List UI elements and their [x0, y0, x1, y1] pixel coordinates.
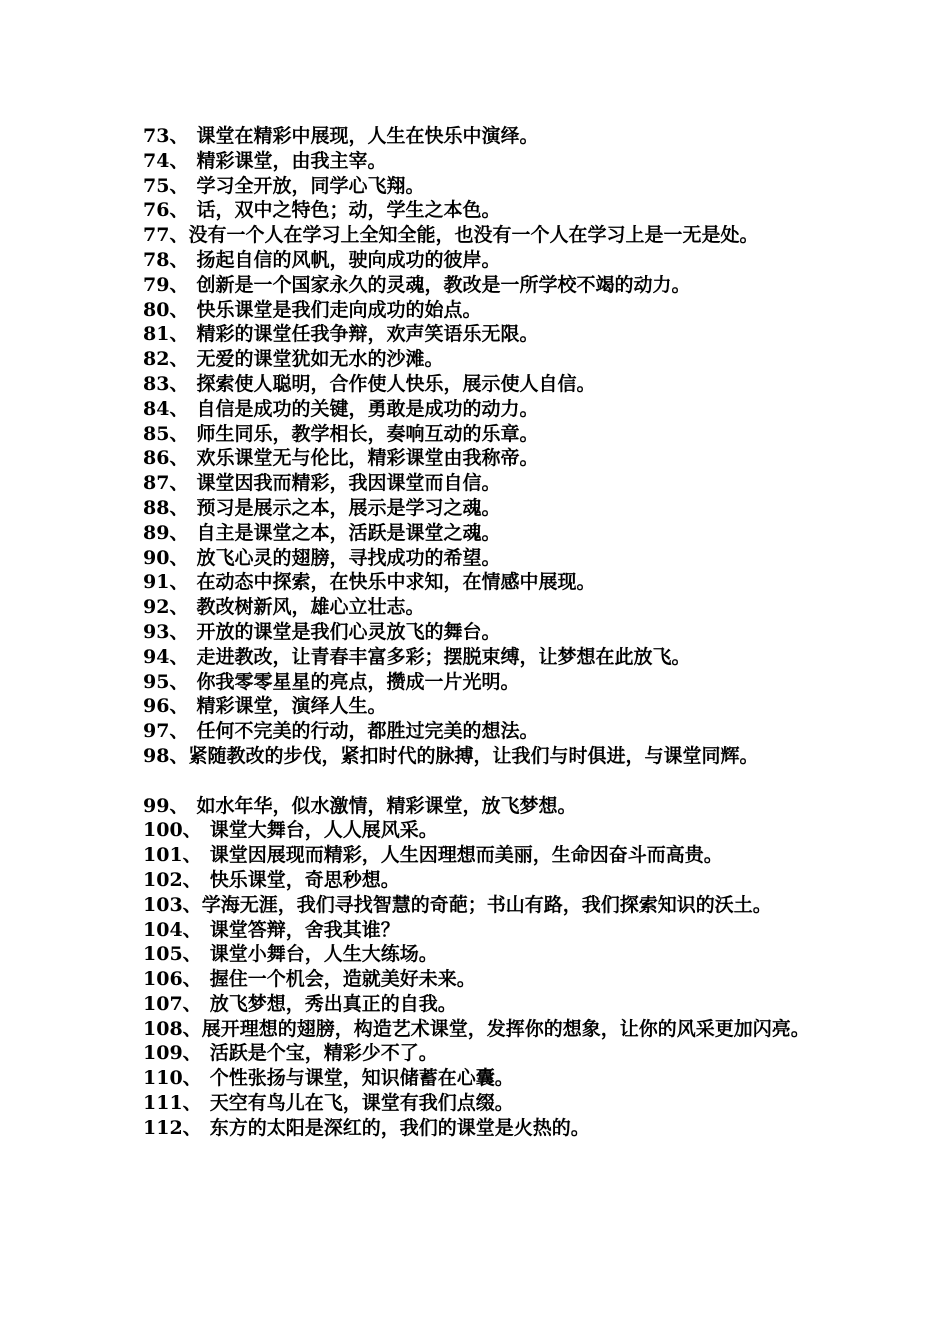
- item-separator: 、: [169, 794, 189, 817]
- item-number: 98: [143, 744, 170, 767]
- item-separator: 、: [182, 819, 202, 842]
- list-item: [143, 967, 823, 992]
- list-item: [143, 273, 823, 298]
- item-text: 探索使人聪明，合作使人快乐，展示使人自信。: [196, 372, 596, 395]
- list-item: [143, 521, 823, 546]
- list-item: [143, 223, 823, 248]
- item-text: 话，双中之特色；动，学生之本色。: [196, 199, 501, 222]
- item-number: 97: [143, 720, 170, 743]
- item-separator: 、: [182, 1116, 202, 1139]
- item-separator: 、: [169, 224, 189, 247]
- list-item: [143, 322, 823, 347]
- item-number: 75: [143, 174, 170, 197]
- item-text: 握住一个机会，造就美好未来。: [209, 968, 476, 991]
- item-separator: 、: [169, 496, 189, 519]
- item-text: 活跃是个宝，精彩少不了。: [209, 1042, 438, 1065]
- item-text: 师生同乐，教学相长，奏响互动的乐章。: [196, 422, 539, 445]
- list-item: [143, 174, 823, 199]
- item-separator: 、: [182, 1017, 202, 1040]
- item-number: 95: [143, 670, 170, 693]
- item-number: 94: [143, 645, 170, 668]
- list-item: [143, 149, 823, 174]
- list-item: [143, 942, 823, 967]
- item-number: 105: [143, 943, 183, 966]
- item-separator: 、: [182, 893, 202, 916]
- item-text: 自主是课堂之本，活跃是课堂之魂。: [196, 521, 501, 544]
- item-text: 预习是展示之本，展示是学习之魂。: [196, 496, 501, 519]
- item-separator: 、: [182, 868, 202, 891]
- item-text: 精彩课堂，演绎人生。: [196, 695, 387, 718]
- item-number: 109: [143, 1042, 183, 1065]
- item-separator: 、: [169, 323, 189, 346]
- item-text: 任何不完美的行动，都胜过完美的想法。: [196, 720, 539, 743]
- item-separator: 、: [169, 199, 189, 222]
- item-text: 自信是成功的关键，勇敢是成功的动力。: [196, 397, 539, 420]
- item-separator: 、: [182, 844, 202, 867]
- item-number: 92: [143, 596, 170, 619]
- item-number: 102: [143, 868, 183, 891]
- list-item: [143, 347, 823, 372]
- item-text: 课堂答辩，舍我其谁？: [209, 918, 400, 941]
- item-separator: 、: [169, 125, 189, 147]
- item-separator: 、: [169, 472, 189, 495]
- item-number: 81: [143, 323, 170, 346]
- item-separator: 、: [182, 1067, 202, 1090]
- item-separator: 、: [169, 546, 189, 569]
- item-text: 扬起自信的风帆，驶向成功的彼岸。: [196, 248, 501, 271]
- item-number: 77: [143, 224, 170, 247]
- item-number: 100: [143, 819, 183, 842]
- item-number: 86: [143, 447, 170, 470]
- item-number: 84: [143, 397, 170, 420]
- item-separator: 、: [169, 645, 189, 668]
- item-number: 101: [143, 844, 183, 867]
- item-text: 学海无涯，我们寻找智慧的奇葩；书山有路，我们探索知识的沃土。: [201, 893, 772, 916]
- item-number: 107: [143, 992, 183, 1015]
- item-text: 东方的太阳是深红的，我们的课堂是火热的。: [209, 1116, 590, 1139]
- item-text: 天空有鸟儿在飞，课堂有我们点缀。: [209, 1092, 514, 1115]
- item-text: 开放的课堂是我们心灵放飞的舞台。: [196, 620, 501, 643]
- item-number: 83: [143, 372, 170, 395]
- item-number: 85: [143, 422, 170, 445]
- list-item: [143, 744, 823, 769]
- item-separator: 、: [169, 596, 189, 619]
- item-number: 82: [143, 348, 170, 371]
- item-separator: 、: [169, 744, 189, 767]
- item-number: 106: [143, 968, 183, 991]
- item-text: 课堂在精彩中展现，人生在快乐中演绎。: [196, 125, 539, 147]
- item-text: 创新是一个国家永久的灵魂，教改是一所学校不竭的动力。: [196, 273, 691, 296]
- item-separator: 、: [169, 695, 189, 718]
- item-number: 93: [143, 620, 170, 643]
- item-text: 快乐课堂是我们走向成功的始点。: [196, 298, 482, 321]
- list-item: [143, 694, 823, 719]
- item-text: 无爱的课堂犹如无水的沙滩。: [196, 348, 444, 371]
- item-text: 课堂小舞台，人生大练场。: [209, 943, 438, 966]
- item-number: 79: [143, 273, 170, 296]
- item-number: 74: [143, 149, 170, 172]
- item-separator: 、: [182, 992, 202, 1015]
- list-item: [143, 198, 823, 223]
- list-item: [143, 1066, 823, 1091]
- list-item: [143, 1017, 823, 1042]
- item-separator: 、: [182, 918, 202, 941]
- item-separator: 、: [182, 1042, 202, 1065]
- item-text: 展开理想的翅膀，构造艺术课堂，发挥你的想象，让你的风采更加闪亮。: [201, 1017, 810, 1040]
- item-separator: 、: [169, 298, 189, 321]
- list-item: [143, 818, 823, 843]
- item-separator: 、: [169, 149, 189, 172]
- list-item: [143, 248, 823, 273]
- item-separator: 、: [182, 968, 202, 991]
- list-item: [143, 124, 823, 149]
- list-item: [143, 992, 823, 1017]
- item-text: 课堂因展现而精彩，人生因理想而美丽，生命因奋斗而高贵。: [209, 844, 723, 867]
- list-item: [143, 595, 823, 620]
- item-number: 90: [143, 546, 170, 569]
- item-text: 没有一个人在学习上全知全能，也没有一个人在学习上是一无是处。: [188, 224, 759, 247]
- item-separator: 、: [169, 348, 189, 371]
- list-item: [143, 546, 823, 571]
- item-text: 放飞心灵的翅膀，寻找成功的希望。: [196, 546, 501, 569]
- item-text: 学习全开放，同学心飞翔。: [196, 174, 425, 197]
- item-text: 欢乐课堂无与伦比，精彩课堂由我称帝。: [196, 447, 539, 470]
- list-item: [143, 719, 823, 744]
- item-text: 如水年华，似水激情，精彩课堂，放飞梦想。: [196, 794, 577, 817]
- item-text: 精彩的课堂任我争辩，欢声笑语乐无限。: [196, 323, 539, 346]
- item-number: 88: [143, 496, 170, 519]
- item-text: 紧随教改的步伐，紧扣时代的脉搏，让我们与时俱进，与课堂同辉。: [188, 744, 759, 767]
- list-item: [143, 298, 823, 323]
- paragraph-gap: [143, 769, 823, 794]
- item-number: 89: [143, 521, 170, 544]
- item-text: 你我零零星星的亮点，攒成一片光明。: [196, 670, 520, 693]
- item-separator: 、: [169, 372, 189, 395]
- item-text: 课堂因我而精彩，我因课堂而自信。: [196, 472, 501, 495]
- item-number: 103: [143, 893, 183, 916]
- list-item: [143, 422, 823, 447]
- list-item: [143, 471, 823, 496]
- item-separator: 、: [169, 447, 189, 470]
- item-text: 走进教改，让青春丰富多彩；摆脱束缚，让梦想在此放飞。: [196, 645, 691, 668]
- item-separator: 、: [169, 670, 189, 693]
- item-number: 104: [143, 918, 183, 941]
- list-item: [143, 1116, 823, 1141]
- item-number: 80: [143, 298, 170, 321]
- list-item: [143, 620, 823, 645]
- item-separator: 、: [169, 273, 189, 296]
- list-item: [143, 397, 823, 422]
- item-number: 111: [143, 1092, 183, 1115]
- item-number: 91: [143, 571, 170, 594]
- list-item: [143, 1091, 823, 1116]
- item-number: 99: [143, 794, 170, 817]
- item-separator: 、: [169, 521, 189, 544]
- list-item: [143, 794, 823, 819]
- list-item: [143, 570, 823, 595]
- item-separator: 、: [169, 248, 189, 271]
- item-text: 精彩课堂，由我主宰。: [196, 149, 387, 172]
- item-number: 87: [143, 472, 170, 495]
- item-separator: 、: [169, 720, 189, 743]
- item-number: 96: [143, 695, 170, 718]
- item-separator: 、: [169, 174, 189, 197]
- item-separator: 、: [169, 620, 189, 643]
- list-item: [143, 868, 823, 893]
- item-separator: 、: [169, 422, 189, 445]
- item-text: 放飞梦想，秀出真正的自我。: [209, 992, 457, 1015]
- list-item: [143, 893, 823, 918]
- item-separator: 、: [169, 571, 189, 594]
- list-item: [143, 496, 823, 521]
- item-separator: 、: [169, 397, 189, 420]
- item-text: 快乐课堂，奇思秒想。: [209, 868, 400, 891]
- slogan-list: [143, 124, 823, 1141]
- item-number: 110: [143, 1067, 183, 1090]
- list-item: [143, 1041, 823, 1066]
- list-item: [143, 843, 823, 868]
- item-number: 76: [143, 199, 170, 222]
- item-number: 108: [143, 1017, 183, 1040]
- item-number: 78: [143, 248, 170, 271]
- item-number: 73: [143, 125, 170, 147]
- item-separator: 、: [182, 1092, 202, 1115]
- item-text: 个性张扬与课堂，知识储蓄在心囊。: [209, 1067, 514, 1090]
- list-item: [143, 446, 823, 471]
- list-item: [143, 918, 823, 943]
- item-text: 在动态中探索，在快乐中求知，在情感中展现。: [196, 571, 596, 594]
- item-separator: 、: [182, 943, 202, 966]
- item-text: 课堂大舞台，人人展风采。: [209, 819, 438, 842]
- item-number: 112: [143, 1116, 183, 1139]
- list-item: [143, 372, 823, 397]
- item-text: 教改树新风，雄心立壮志。: [196, 596, 425, 619]
- list-item: [143, 645, 823, 670]
- list-item: [143, 670, 823, 695]
